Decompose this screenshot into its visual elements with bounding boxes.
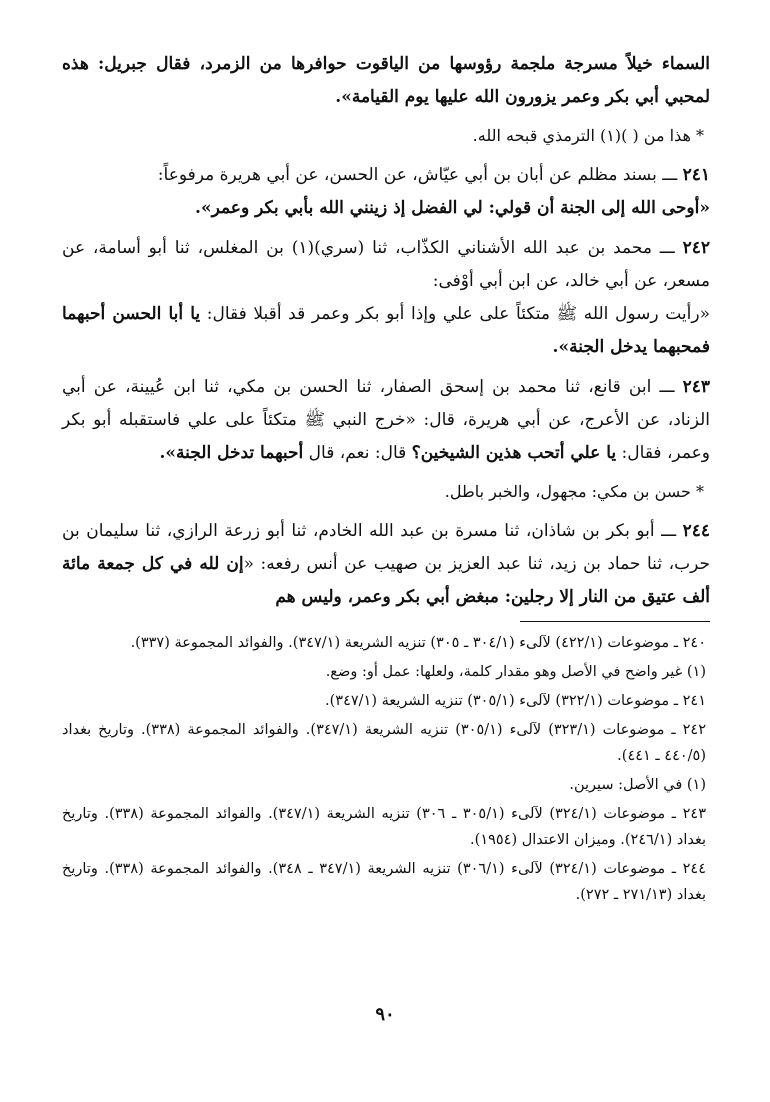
footnote-240-note: (١) غير واضح في الأصل وهو مقدار كلمة، ولعلها: عمل أو: وضع. — [325, 664, 706, 680]
hadith-text: «أوحى الله إلى الجنة أن قولي: لي الفضل إذ زينني الله بأبي بكر وعمر». — [195, 198, 710, 218]
hadith-text-bold: يا أبا الحسن أحبهما فمحبهما يدخل الجنة». — [62, 304, 710, 357]
hadith-text-bold: يا علي أتحب هذين الشيخين؟ — [411, 443, 617, 463]
hadith-number: ٢٤٤ — [682, 521, 710, 541]
hadith-text: «رأيت رسول الله ﷺ متكئاً على علي وإذا أبو بكر وعمر قد أقبلا فقال: — [200, 304, 710, 324]
hadith-text-bold: أحبهما تدخل الجنة». — [159, 443, 304, 463]
text-line: السماء خيلاً مسرجة ملجمة رؤوسها من الياقوت حوافرها من الزمرد، فقال جبريل: — [98, 54, 711, 74]
hadith-chain: ـــ ابن قانع، ثنا محمد بن إسحق الصفار، ثنا الحسن بن مكي، ثنا ابن عُيينة، عن أبي الزناد، عن الأعرج، عن أبي هريرة، قال: «خرج النبي ﷺ متكئاً على علي فاستقبله أبو بكر وعمر، فقال: — [62, 377, 710, 463]
hadith-244 — [62, 515, 710, 614]
page-number: ٩٠ — [375, 1004, 395, 1025]
hadith-text-bold: إن لله في كل جمعة مائة ألف عتيق من النار إلا رجلين: مبغض أبي بكر وعمر، وليس هم — [62, 554, 710, 607]
editor-note: * هذا من ( )(١) الترمذي قبحه الله. — [472, 126, 704, 145]
paragraph-continuation — [62, 48, 710, 114]
footnote-244: ٢٤٤ ـ موضوعات (٣٢٤/١) لآلىء (٣٠٦/١) تنزيه الشريعة (٣٤٧/١ ـ ٣٤٨). والفوائد المجموعة (٣٣٨). وتاريخ بغداد (٢٧١/١٣ ـ ٢٧٢). — [62, 861, 706, 903]
hadith-242 — [62, 232, 710, 364]
hadith-chain: ـــ محمد بن عبد الله الأشناني الكذّاب، ثنا (سري)(١) بن المغلس، ثنا أبو أسامة، عن مسعر، عن أبي خالد، عن ابن أبي أوْفى: — [62, 238, 710, 291]
hadith-number: ٢٤٣ — [682, 377, 710, 397]
hadith-number: ٢٤٢ — [682, 238, 710, 258]
editor-note: * حسن بن مكي: مجهول، والخبر باطل. — [444, 482, 704, 501]
text-line: هذه لمحبي أبي بكر وعمر يزورون الله عليها يوم القيامة». — [62, 54, 710, 107]
footnote-242-note: (١) في الأصل: سيرين. — [569, 777, 706, 793]
footnote-240: ٢٤٠ ـ موضوعات (٤٢٢/١) لآلىء (٣٠٤/١ ـ ٣٠٥) تنزيه الشريعة (٣٤٧/١). والفوائد المجموعة (٣٣٧). — [130, 635, 706, 651]
hadith-number: ٢٤١ — [682, 165, 710, 185]
hadith-243 — [62, 371, 710, 470]
hadith-chain: ـــ أبو بكر بن شاذان، ثنا مسرة بن عبد الله الخادم، ثنا أبو زرعة الرازي، ثنا سليمان بن حرب، ثنا حماد بن زيد، ثنا عبد العزيز بن صهيب عن أنس رفعه: « — [62, 521, 710, 574]
hadith-241 — [62, 159, 710, 225]
hadith-chain: ـــ بسند مظلم عن أبان بن أبي عيّاش، عن الحسن، عن أبي هريرة مرفوعاً: — [157, 165, 683, 185]
footnote-241: ٢٤١ ـ موضوعات (٣٢٢/١) لآلىء (٣٠٥/١) تنزيه الشريعة (٣٤٧/١). — [325, 693, 706, 709]
hadith-text: قال: نعم، قال — [303, 443, 412, 463]
footnote-242: ٢٤٢ ـ موضوعات (٣٢٣/١) لآلىء (٣٠٥/١) تنزيه الشريعة (٣٤٧/١). والفوائد المجموعة (٣٣٨). وتاريخ بغداد (٤٤٠/٥ ـ ٤٤١). — [62, 722, 707, 764]
page-body — [62, 48, 710, 911]
footnote-243: ٢٤٣ ـ موضوعات (٣٢٤/١) لآلىء (٣٠٥/١ ـ ٣٠٦) تنزيه الشريعة (٣٤٧/١). والفوائد المجموعة (٣٣٨). وتاريخ بغداد (٢٤٦/١). وميزان الاعتدال (١٩٥٤). — [62, 806, 706, 848]
footnote-divider — [520, 621, 710, 622]
